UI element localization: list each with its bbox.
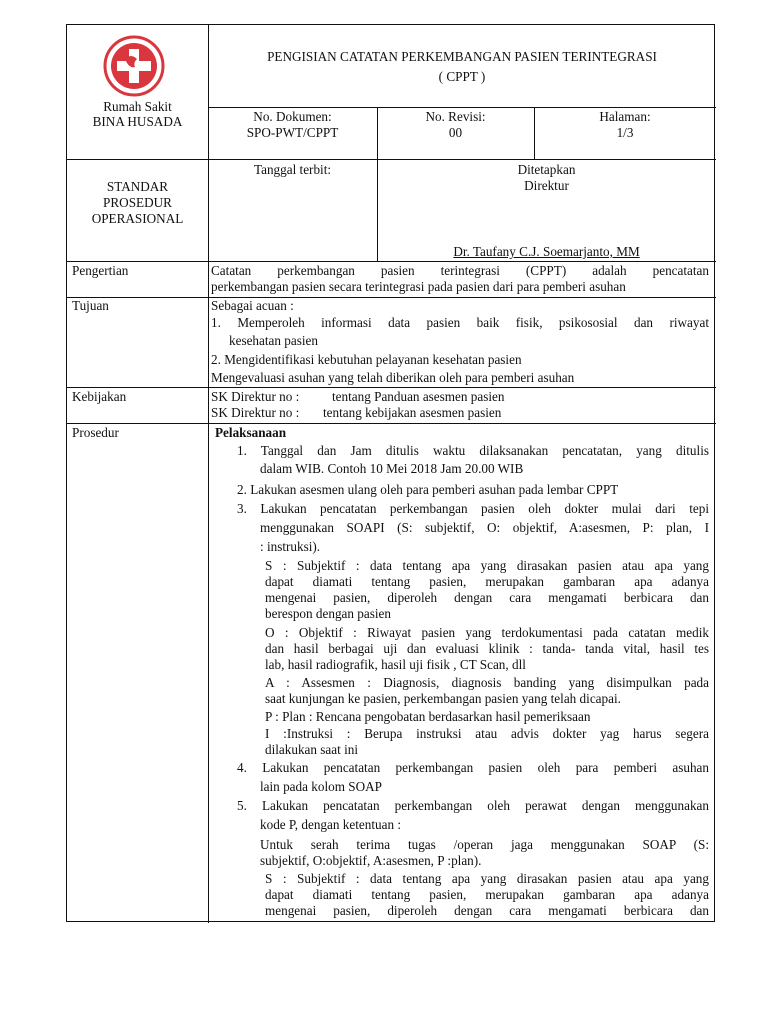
purpose-item: 1. Memperoleh informasi data pasien baik fisik, psikososial dan riwayat: [211, 315, 709, 330]
document-title: ( CPPT ): [438, 69, 486, 84]
rule: [208, 25, 209, 923]
definition-text: perkembangan pasien secara terintegrasi pada pasien dari para pemberi asuhan: [211, 279, 626, 294]
sop-label: OPERASIONAL: [91, 211, 184, 226]
handover-note: subjektif, O:objektif, A:asesmen, P :plan).: [260, 853, 482, 868]
soap-instruction: I :Instruksi : Berupa instruksi atau advis dokter yag harus segera: [265, 726, 709, 741]
soap-subjective: mengenai pasien, diperoleh dengan cara mengamati berbicara dan: [265, 903, 709, 918]
procedure-step: 3. Lakukan pencatatan perkembangan pasien oleh dokter mulai dari tepi: [237, 501, 709, 516]
procedure-step: : instruksi).: [260, 539, 321, 554]
sop-label: PROSEDUR: [103, 195, 172, 210]
procedure-step: kode P, dengan ketentuan :: [260, 817, 401, 832]
rule: [208, 107, 716, 108]
doc-number-value: SPO-PWT/CPPT: [246, 125, 339, 140]
soap-objective: lab, hasil radiografik, hasil uji fisik , CT Scan, dll: [265, 657, 526, 672]
purpose-item: 2. Mengidentifikasi kebutuhan pelayanan kesehatan pasien: [211, 352, 522, 367]
revision-label: No. Revisi:: [425, 109, 486, 124]
procedure-step: lain pada kolom SOAP: [260, 779, 382, 794]
policy-ref: SK Direktur no :: [211, 405, 300, 420]
procedure-step: 4. Lakukan pencatatan perkembangan pasien oleh para pemberi asuhan: [237, 760, 709, 775]
soap-subjective: dapat diamati tentang pasien, merupakan gambaran apa adanya: [265, 887, 709, 902]
policy-title: tentang kebijakan asesmen pasien: [323, 405, 502, 420]
rule: [67, 423, 716, 424]
hospital-logo-icon: [103, 35, 165, 97]
definition-text: Catatan perkembangan pasien terintegrasi (CPPT) adalah pencatatan: [211, 263, 709, 278]
section-label: Pengertian: [72, 263, 129, 278]
handover-note: Untuk serah terima tugas /operan jaga menggunakan SOAP (S:: [260, 837, 709, 852]
section-label: Kebijakan: [72, 389, 127, 404]
doc-number-label: No. Dokumen:: [253, 109, 332, 124]
soap-plan: P : Plan : Rencana pengobatan berdasarkan hasil pemeriksaan: [265, 709, 591, 724]
soap-assessment: A : Assesmen : Diagnosis, diagnosis banding yang disimpulkan pada: [265, 675, 709, 690]
soap-objective: dan hasil berbagai uji dan evaluasi klinik : tanda- tanda vital, hasil tes: [265, 641, 709, 656]
policy-ref: SK Direktur no :: [211, 389, 300, 404]
section-label: Tujuan: [72, 298, 109, 313]
org-name: BINA HUSADA: [92, 114, 183, 129]
soap-subjective: S : Subjektif : data tentang apa yang dirasakan pasien atau apa yang: [265, 558, 709, 573]
approval-label: Direktur: [524, 178, 569, 193]
purpose-item: Mengevaluasi asuhan yang telah diberikan oleh para pemberi asuhan: [211, 370, 575, 385]
soap-instruction: dilakukan saat ini: [265, 742, 359, 757]
procedure-step: 5. Lakukan pencatatan perkembangan oleh perawat dengan menggunakan: [237, 798, 709, 813]
director-name: Dr. Taufany C.J. Soemarjanto, MM: [453, 244, 640, 259]
page-label: Halaman:: [599, 109, 651, 124]
soap-subjective: berespon dengan pasien: [265, 606, 391, 621]
procedure-step: menggunakan SOAPI (S: subjektif, O: objektif, A:asesmen, P: plan, I: [260, 520, 709, 535]
soap-subjective: mengenai pasien, diperoleh dengan cara mengamati berbicara dan: [265, 590, 709, 605]
issued-date-label: Tanggal terbit:: [253, 162, 332, 177]
rule: [67, 159, 716, 160]
rule: [67, 261, 716, 262]
procedure-step: 2. Lakukan asesmen ulang oleh para pemberi asuhan pada lembar CPPT: [237, 482, 619, 497]
rule: [67, 387, 716, 388]
rule: [67, 297, 716, 298]
procedure-heading: Pelaksanaan: [215, 425, 287, 440]
org-name: Rumah Sakit: [103, 99, 172, 114]
soap-assessment: saat kunjungan ke pasien, perkembangan pasien yang telah dicapai.: [265, 691, 621, 706]
soap-objective: O : Objektif : Riwayat pasien yang terdokumentasi pada catatan medik: [265, 625, 709, 640]
soap-subjective: dapat diamati tentang pasien, merupakan gambaran apa adanya: [265, 574, 709, 589]
sop-document: [66, 24, 715, 922]
purpose-text: Sebagai acuan :: [211, 298, 294, 313]
revision-value: 00: [448, 125, 463, 140]
sop-label: STANDAR: [106, 179, 169, 194]
approval-label: Ditetapkan: [517, 162, 576, 177]
policy-title: tentang Panduan asesmen pasien: [332, 389, 505, 404]
document-title: PENGISIAN CATATAN PERKEMBANGAN PASIEN TERINTEGRASI: [267, 49, 657, 64]
section-label: Prosedur: [72, 425, 119, 440]
soap-subjective: S : Subjektif : data tentang apa yang dirasakan pasien atau apa yang: [265, 871, 709, 886]
page-value: 1/3: [616, 125, 634, 140]
procedure-step: dalam WIB. Contoh 10 Mei 2018 Jam 20.00 WIB: [260, 461, 524, 476]
procedure-step: 1. Tanggal dan Jam ditulis waktu dilaksanakan pencatatan, yang ditulis: [237, 443, 709, 458]
purpose-item: kesehatan pasien: [229, 333, 318, 348]
